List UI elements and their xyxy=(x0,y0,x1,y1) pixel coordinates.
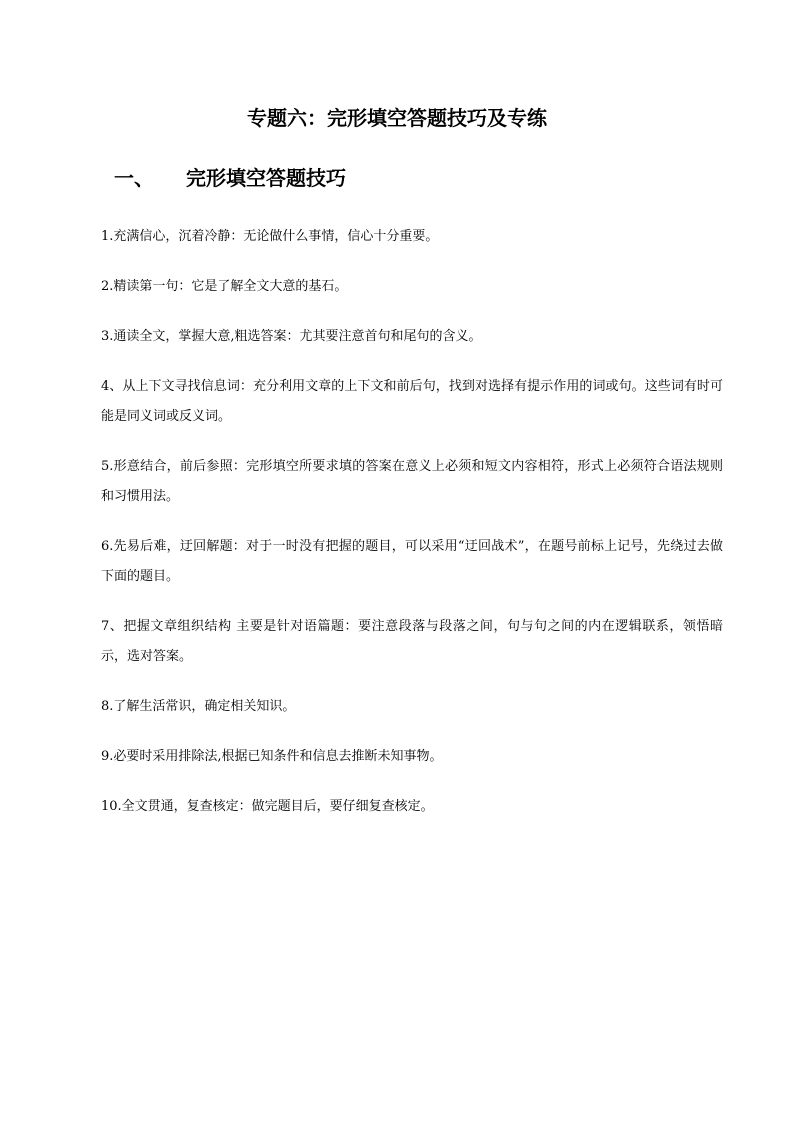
tip-item: 9.必要时采用排除法,根据已知条件和信息去推断未知事物。 xyxy=(101,749,443,764)
section-heading xyxy=(114,164,346,192)
tip-item: 10.全文贯通，复查核定：做完题目后，要仔细复查核定。 xyxy=(101,799,434,814)
tip-item: 1.充满信心，沉着冷静：无论做什么事情，信心十分重要。 xyxy=(101,229,439,244)
tip-item: 3.通读全文，掌握大意,粗选答案：尤其要注意首句和尾句的含义。 xyxy=(101,329,482,344)
tip-item: 8.了解生活常识，确定相关知识。 xyxy=(101,699,296,714)
tip-item: 5.形意结合，前后参照：完形填空所要求填的答案在意义上必须和短文内容相符，形式上必须符合语法规则和习惯用法。 xyxy=(101,459,723,504)
tip-item: 7、把握文章组织结构 主要是针对语篇题：要注意段落与段落之间，句与句之间的内在逻辑联系，领悟暗示，选对答案。 xyxy=(101,619,723,664)
tips-list xyxy=(101,222,723,842)
tip-item: 4、从上下文寻找信息词：充分利用文章的上下文和前后句，找到对选择有提示作用的词或句。这些词有时可能是同义词或反义词。 xyxy=(101,379,723,424)
tip-item: 2.精读第一句：它是了解全文大意的基石。 xyxy=(101,279,348,294)
section-number: 一、 xyxy=(114,166,154,190)
tip-item: 6.先易后难，迂回解题：对于一时没有把握的题目，可以采用“迂回战术”，在题号前标上记号，先绕过去做下面的题目。 xyxy=(101,539,723,584)
page-title: 专题六：完形填空答题技巧及专练 xyxy=(247,106,547,130)
section-title: 完形填空答题技巧 xyxy=(186,166,346,190)
